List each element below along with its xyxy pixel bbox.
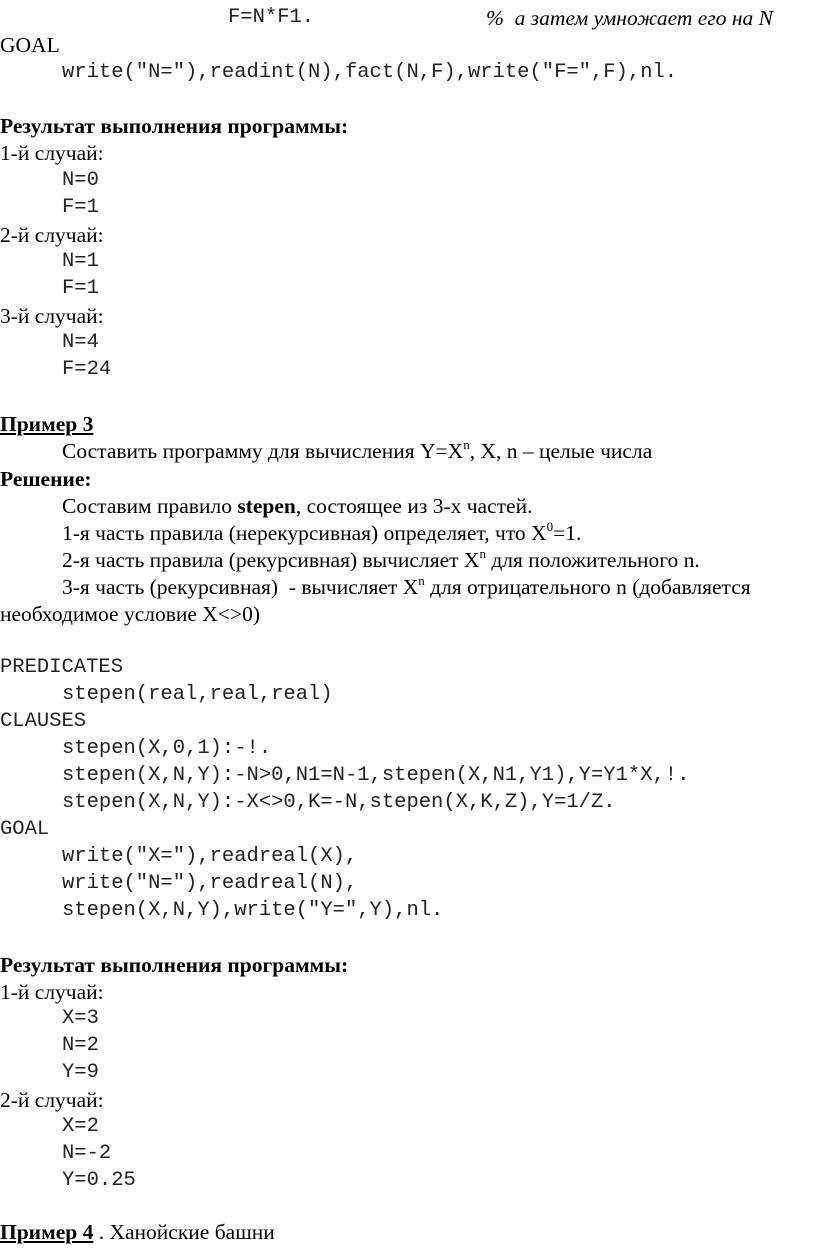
example-4-title: Пример 4 (0, 1220, 94, 1244)
case-output: F=1 (62, 277, 99, 300)
clause-line: stepen(X,N,Y):-X<>0,K=-N,stepen(X,K,Z),Y=1/Z. (62, 791, 616, 814)
predicate-declaration: stepen(real,real,real) (62, 683, 333, 706)
goal-line: write("N="),readreal(N), (62, 872, 358, 895)
case-output: F=1 (62, 196, 99, 219)
code-line: F=N*F1. (228, 6, 315, 29)
task-statement: Составить программу для вычисления $Y=X^n$, X, n – целые числа (62, 437, 653, 463)
solution-paragraph: 2-я часть правила (рекурсивная) вычисляет $X^n$ для положительного n. (62, 546, 700, 572)
case-output: X=3 (62, 1007, 99, 1030)
solution-paragraph: 1-я часть правила (нерекурсивная) определяет, что $X^0=1$. (62, 519, 582, 545)
case-output: N=1 (62, 250, 99, 273)
case-label: 3-й случай: (0, 304, 104, 328)
goal-line: stepen(X,N,Y),write("Y=",Y),nl. (62, 899, 444, 922)
result-heading: Результат выполнения программы: (0, 114, 349, 138)
example-4-subtitle: . Ханойские башни (93, 1220, 275, 1244)
solution-paragraph: 3-я часть (рекурсивная) - вычисляет $X^n$ для отрицательного n (добавляется (62, 573, 751, 599)
case-output: F=24 (62, 358, 112, 381)
code-comment: % а затем умножает его на N (486, 6, 773, 30)
case-label: 2-й случай: (0, 1088, 104, 1112)
solution-label: Решение: (0, 467, 92, 491)
case-output: X=2 (62, 1115, 99, 1138)
solution-paragraph: Составим правило stepen, состоящее из 3-х частей. (62, 494, 533, 518)
goal-keyword: GOAL (0, 818, 50, 841)
predicates-keyword: PREDICATES (0, 656, 124, 679)
case-label: 1-й случай: (0, 141, 104, 165)
case-output: N=4 (62, 331, 99, 354)
example-3-title: Пример 3 (0, 412, 94, 436)
clause-line: stepen(X,0,1):-!. (62, 737, 272, 760)
goal-keyword: GOAL (0, 33, 60, 57)
case-label: 2-й случай: (0, 223, 104, 247)
solution-paragraph-cont: необходимое условие X<>0) (0, 602, 260, 626)
case-output: N=2 (62, 1034, 99, 1057)
result-heading: Результат выполнения программы: (0, 953, 349, 977)
case-output: N=0 (62, 169, 99, 192)
goal-call: write("N="),readint(N),fact(N,F),write("F=",F),nl. (62, 61, 678, 84)
case-output: N=-2 (62, 1142, 112, 1165)
case-output: Y=9 (62, 1061, 99, 1084)
goal-line: write("X="),readreal(X), (62, 845, 358, 868)
case-label: 1-й случай: (0, 980, 104, 1004)
example-4-heading (0, 1222, 275, 1244)
clauses-keyword: CLAUSES (0, 710, 87, 733)
clause-line: stepen(X,N,Y):-N>0,N1=N-1,stepen(X,N1,Y1),Y=Y1*X,!. (62, 764, 690, 787)
case-output: Y=0.25 (62, 1169, 136, 1192)
